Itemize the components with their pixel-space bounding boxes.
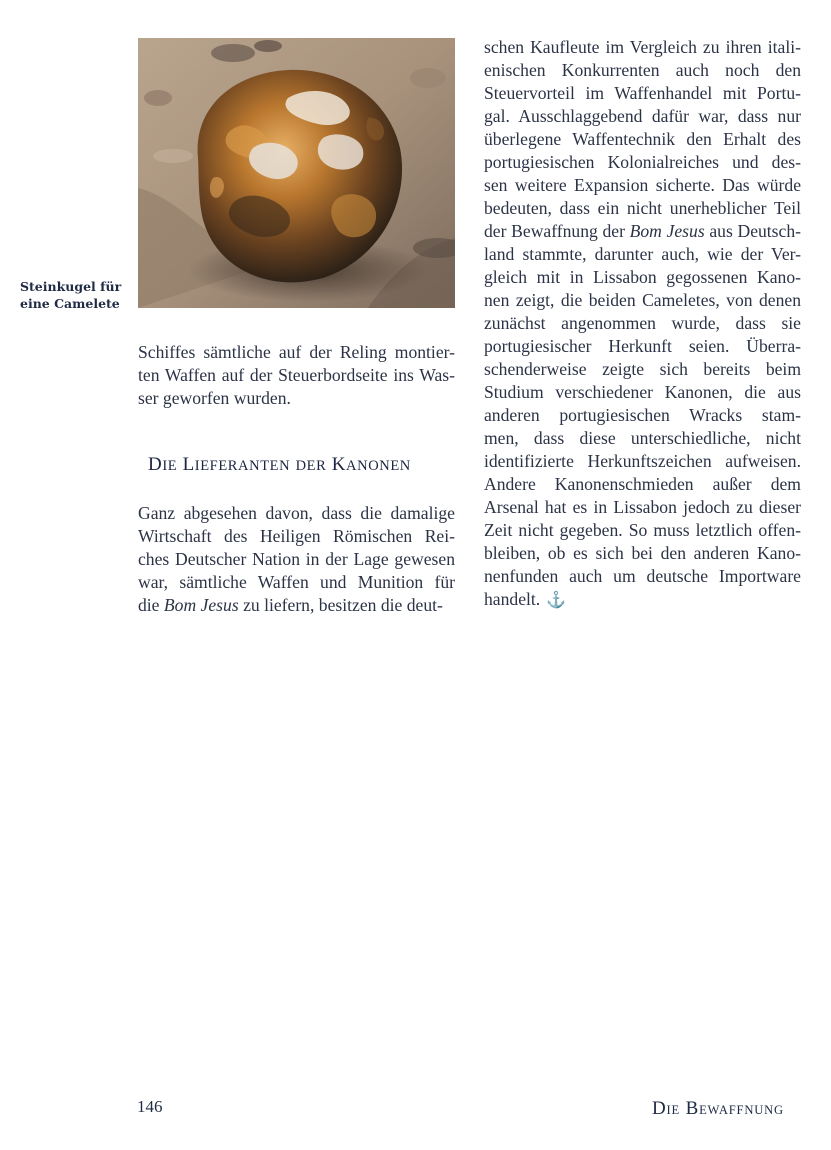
text-line: Steuervorteil im Waffenhandel mit Portu- [484, 83, 801, 103]
heading-smallcaps: EWAFFNUNG [699, 1103, 784, 1117]
text-line: Zeit nicht gegeben. So muss letztlich offen- [484, 520, 801, 540]
caption-line: eine Camelete [20, 296, 120, 311]
heading-smallcaps: IE [162, 458, 178, 474]
text-line: war, sämtliche Waffen und Munition für [138, 572, 455, 592]
text-line: enischen Konkurrenten auch noch den [484, 60, 801, 80]
text-line: gleich mit in Lissabon gegossenen Kano- [484, 267, 801, 287]
running-head [652, 1098, 784, 1120]
heading-capital: K [326, 454, 347, 475]
heading-smallcaps: DER [295, 458, 327, 474]
text-line: ser geworfen wurden. [138, 388, 291, 408]
text-line: der Bewaffnung der Bom Jesus aus Deutsch- [484, 221, 801, 241]
text-line: die Bom Jesus zu liefern, besitzen die deut- [138, 595, 443, 615]
text-line: bedeuten, dass ein nicht unerheblicher Teil [484, 198, 801, 218]
caption-line: Steinkugel für [20, 279, 122, 294]
text-line: gal. Ausschlaggebend dafür war, dass nur [484, 106, 801, 126]
left-column-bottom-text [138, 502, 455, 617]
text-line: Ganz abgesehen davon, dass die damalige [138, 503, 455, 523]
page-number: 146 [137, 1097, 163, 1116]
text-line: Studium verschiedener Kanonen, die aus [484, 382, 801, 402]
text-line: handelt. ⚓ [484, 588, 801, 611]
text-line: sen weitere Expansion sicherte. Das würde [484, 175, 801, 195]
text-line: portugiesischer Herkunft seien. Überra- [484, 336, 801, 356]
text-line: Schiffes sämtliche auf der Reling montier- [138, 342, 455, 362]
stone-ball-photo [138, 38, 455, 308]
text-line: schenderweise zeigte sich bereits beim [484, 359, 801, 379]
text-line: ches Deutscher Nation in der Lage gewesen [138, 549, 455, 569]
text-line: nenfunden auch um deutsche Importware [484, 566, 801, 586]
left-column-top-text [138, 341, 455, 410]
italic-title: Bom Jesus [163, 595, 239, 615]
section-heading [148, 454, 448, 476]
figure-caption [20, 278, 122, 312]
text-line: Wirtschaft des Heiligen Römischen Rei- [138, 526, 455, 546]
heading-capital: B [680, 1098, 700, 1119]
text-line: schen Kaufleute im Vergleich zu ihren itali- [484, 37, 801, 57]
text-line: bleiben, ob es sich bei den anderen Kano- [484, 543, 801, 563]
text-line: land stammte, darunter auch, wie der Ver- [484, 244, 801, 264]
text-line: anderen portugiesischen Wracks stam- [484, 405, 801, 425]
text-line: Arsenal hat es in Lissabon jedoch zu dieser [484, 497, 801, 517]
text-line: zunächst angenommen wurde, dass sie [484, 313, 801, 333]
italic-title: Bom Jesus [629, 221, 705, 241]
anchor-icon: ⚓ [546, 592, 567, 609]
text-line: Andere Kanonenschmieden außer dem [484, 474, 801, 494]
heading-capital: D [652, 1098, 667, 1119]
text-line: portugiesischen Kolonialreiches und des- [484, 152, 801, 172]
text-line: nen zeigt, die beiden Cameletes, von denen [484, 290, 801, 310]
heading-smallcaps: ANONEN [346, 458, 411, 474]
text-line: überlegene Waffentechnik den Erhalt des [484, 129, 801, 149]
heading-capital: D [148, 454, 163, 475]
heading-capital: L [177, 454, 195, 475]
text-line: ten Waffen auf der Steuerbordseite ins Was- [138, 365, 455, 385]
text-line: identifizierte Herkunftszeichen aufweisen. [484, 451, 801, 471]
heading-smallcaps: IEFERANTEN [194, 458, 291, 474]
right-column-text [484, 36, 801, 611]
heading-smallcaps: IE [666, 1103, 681, 1117]
text-line: men, dass diese unterschiedliche, nicht [484, 428, 801, 448]
